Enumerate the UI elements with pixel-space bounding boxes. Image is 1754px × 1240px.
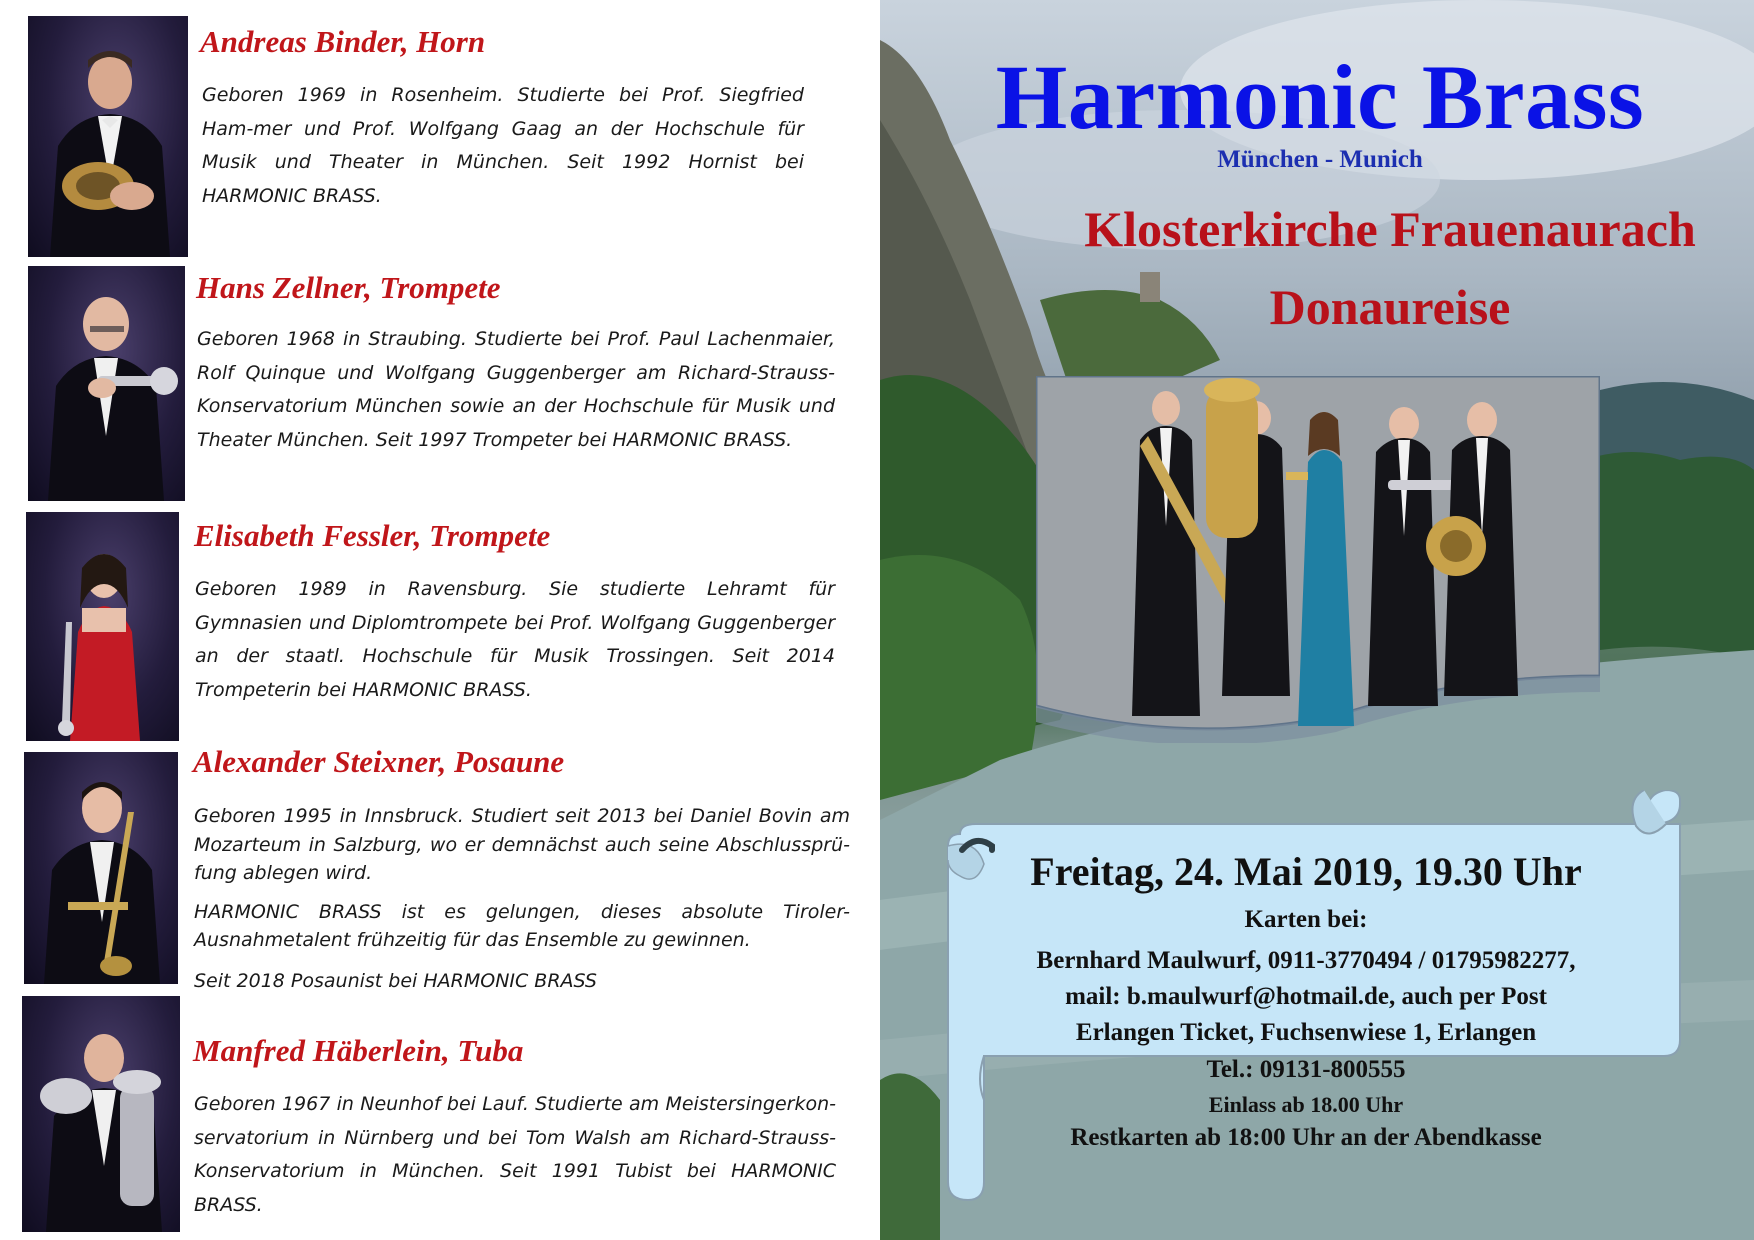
bio-paragraph: Geboren 1995 in Innsbruck. Studiert seit 2013 bei Daniel Bovin am Mozarteum in Salzburg, wo er demnächst auch seine Abschlussprü-fung ablegen wird.	[194, 805, 850, 884]
member-bio	[197, 323, 835, 457]
portrait-andreas-binder	[28, 16, 188, 257]
ensemble-group-photo	[1036, 376, 1600, 743]
bio-paragraph: Geboren 1989 in Ravensburg. Sie studierte Lehramt für Gymnasien und Diplomtrompete bei Prof. Wolfgang Guggenberger an der staatl. Hochschule für Musik Trossingen. Seit 2014 Trompeterin bei HARMONIC BRASS.	[195, 578, 835, 701]
member-name: Elisabeth Fessler, Trompete	[194, 518, 551, 553]
contact-line: Bernhard Maulwurf, 0911-3770494 / 01795982277,	[1036, 947, 1576, 974]
member-name: Andreas Binder, Horn	[200, 24, 486, 59]
portrait-alexander-steixner	[24, 752, 178, 984]
member-name: Hans Zellner, Trompete	[196, 270, 501, 305]
program-title: Donaureise	[1269, 279, 1511, 335]
contact-mail-line: mail: b.maulwurf@hotmail.de, auch per Post	[1065, 983, 1547, 1010]
venue-title: Klosterkirche Frauenaurach	[1084, 201, 1696, 257]
box-office-line: Restkarten ab 18:00 Uhr an der Abendkasse	[1070, 1124, 1542, 1151]
member-name: Alexander Steixner, Posaune	[193, 744, 565, 779]
tickets-label: Karten bei:	[1244, 906, 1368, 933]
bio-paragraph: Geboren 1968 in Straubing. Studierte bei Prof. Paul Lachenmaier, Rolf Quinque und Wolfgang Guggenberger am Richard-Strauss-Konservatorium München sowie an der Hochschule für Musik und Theater München. Seit 1997 Trompeter bei HARMONIC BRASS.	[197, 328, 835, 451]
event-date: Freitag, 24. Mai 2019, 19.30 Uhr	[1030, 849, 1582, 894]
member-bio	[194, 802, 850, 995]
phone-line: Tel.: 09131-800555	[1206, 1056, 1406, 1083]
bio-paragraph: HARMONIC BRASS ist es gelungen, dieses absolute Tiroler-Ausnahmetalent frühzeitig für das Ensemble zu gewinnen.	[194, 900, 850, 951]
portrait-elisabeth-fessler	[26, 512, 179, 741]
entry-time: Einlass ab 18.00 Uhr	[1208, 1092, 1404, 1117]
band-name-title: Harmonic Brass	[995, 46, 1645, 148]
member-name: Manfred Häberlein, Tuba	[193, 1033, 524, 1068]
member-bio	[195, 573, 835, 707]
band-city-subtitle: München - Munich	[1217, 146, 1423, 173]
bio-paragraph: Geboren 1967 in Neunhof bei Lauf. Studierte am Meistersingerkon-servatorium in Nürnberg und bei Tom Walsh am Richard-Strauss-Konservatorium in München. Seit 1991 Tubist bei HARMONIC BRASS.	[194, 1093, 836, 1216]
contact-ticket-line: Erlangen Ticket, Fuchsenwiese 1, Erlangen	[1075, 1019, 1537, 1046]
member-bio	[202, 79, 804, 213]
portrait-hans-zellner	[28, 266, 185, 501]
bio-paragraph: Geboren 1969 in Rosenheim. Studierte bei Prof. Siegfried Ham-mer und Prof. Wolfgang Gaag an der Hochschule für Musik und Theater in München. Seit 1992 Hornist bei HARMONIC BRASS.	[202, 84, 804, 207]
portrait-manfred-haeberlein	[22, 996, 180, 1232]
member-bio	[194, 1088, 836, 1222]
bio-paragraph: Seit 2018 Posaunist bei HARMONIC BRASS	[194, 969, 597, 992]
